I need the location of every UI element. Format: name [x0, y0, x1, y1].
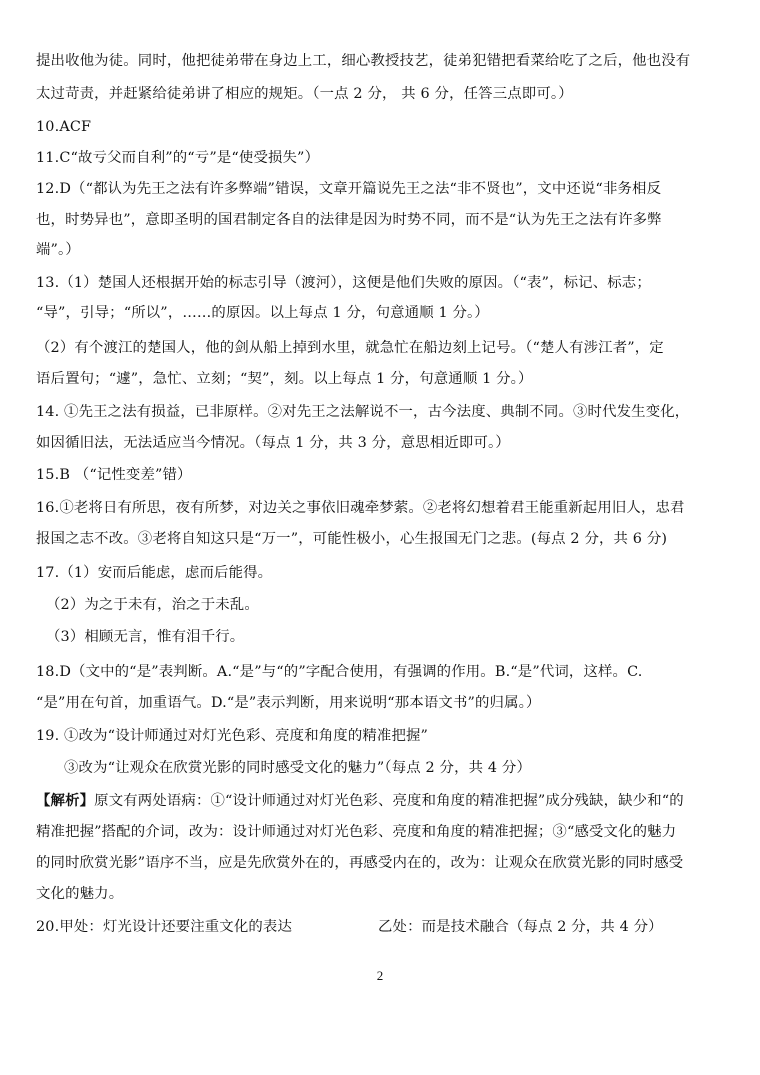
analysis-line	[36, 791, 684, 811]
text-line: 提出收他为徒。同时，他把徒弟带在身边上工，细心教授技艺，徒弟犯错把看菜给吃了之后，他也没有	[36, 53, 691, 69]
answer-11: 11.C“故亏父而自利”的“亏”是“使受损失”）	[36, 150, 320, 166]
text-line: 语后置句；“遽”，急忙、立刻；“契”，刻。以上每点 1 分，句意通顺 1 分。）	[36, 371, 533, 387]
answer-20-b: 乙处：而是技术融合（每点 2 分，共 4 分）	[378, 919, 663, 935]
text-line: 太过苛责，并赶紧给徒弟讲了相应的规矩。（一点 2 分， 共 6 分，任答三点即可。）	[36, 86, 573, 102]
analysis-tag: 【解析】	[36, 792, 95, 809]
answer-14: 14. ①先王之法有损益，已非原样。②对先王之法解说不一，古今法度、典制不同。③时代发生变化，	[36, 404, 690, 420]
analysis-text: 原文有两处语病：①“设计师通过对灯光色彩、亮度和角度的精准把握”成分残缺，缺少和“的	[94, 793, 684, 809]
answer-19: 19. ①改为“设计师通过对灯光色彩、亮度和角度的精准把握”	[36, 728, 429, 744]
text-line: 如因循旧法，无法适应当今情况。（每点 1 分，共 3 分，意思相近即可。）	[36, 435, 510, 451]
answer-13-1: 13.（1）楚国人还根据开始的标志引导（渡河），这便是他们失败的原因。（“表”，标记、标志；	[36, 275, 651, 291]
answer-20-a: 20.甲处：灯光设计还要注重文化的表达	[36, 919, 292, 935]
answer-15: 15.B （“记性变差”错）	[36, 467, 192, 483]
page-number: 2	[376, 968, 384, 983]
answer-16: 16.①老将日有所思，夜有所梦，对边关之事依旧魂牵梦萦。②老将幻想着君王能重新起用旧人，忠君	[36, 500, 685, 516]
text-line: 文化的魅力。	[36, 886, 124, 902]
answer-17-3: （3）相顾无言，惟有泪千行。	[46, 629, 245, 645]
text-line: 精准把握”搭配的介词，改为：设计师通过对灯光色彩、亮度和角度的精准把握；③“感受文化的魅力	[36, 824, 677, 840]
text-line: “是”用在句首，加重语气。D.“是”表示判断，用来说明“那本语文书”的归属。）	[36, 695, 541, 711]
text-line: 也，时势异也”，意即圣明的国君制定各自的法律是因为时势不同，而不是“认为先王之法有许多弊	[36, 212, 662, 228]
answer-17-1: 17.（1）安而后能虑，虑而后能得。	[36, 565, 273, 581]
answer-17-2: （2）为之于未有，治之于未乱。	[46, 597, 259, 613]
answer-10: 10.ACF	[36, 119, 92, 135]
text-line: “导”，引导；“所以”，……的原因。以上每点 1 分，句意通顺 1 分。）	[36, 305, 489, 321]
answer-18: 18.D（文中的“是”表判断。A.“是”与“的”字配合使用，有强调的作用。B.“是”代词，这样。C.	[36, 664, 643, 680]
answer-13-2: （2）有个渡江的楚国人，他的剑从船上掉到水里，就急忙在船边刻上记号。（“楚人有涉江者”，定	[36, 340, 664, 356]
text-line: 的同时欣赏光影”语序不当，应是先欣赏外在的，再感受内在的，改为：让观众在欣赏光影的同时感受	[36, 855, 684, 871]
text-line: 端”。）	[36, 242, 80, 258]
answer-19-item-3: ③改为“让观众在欣赏光影的同时感受文化的魅力”（每点 2 分，共 4 分）	[64, 760, 532, 776]
answer-12: 12.D（“都认为先王之法有许多弊端”错误，文章开篇说先王之法“非不贤也”，文中还说“非务相反	[36, 181, 662, 197]
text-line: 报国之志不改。③老将自知这只是“万一”，可能性极小，心生报国无门之悲。(每点 2 分，共 6 分)	[36, 531, 668, 547]
